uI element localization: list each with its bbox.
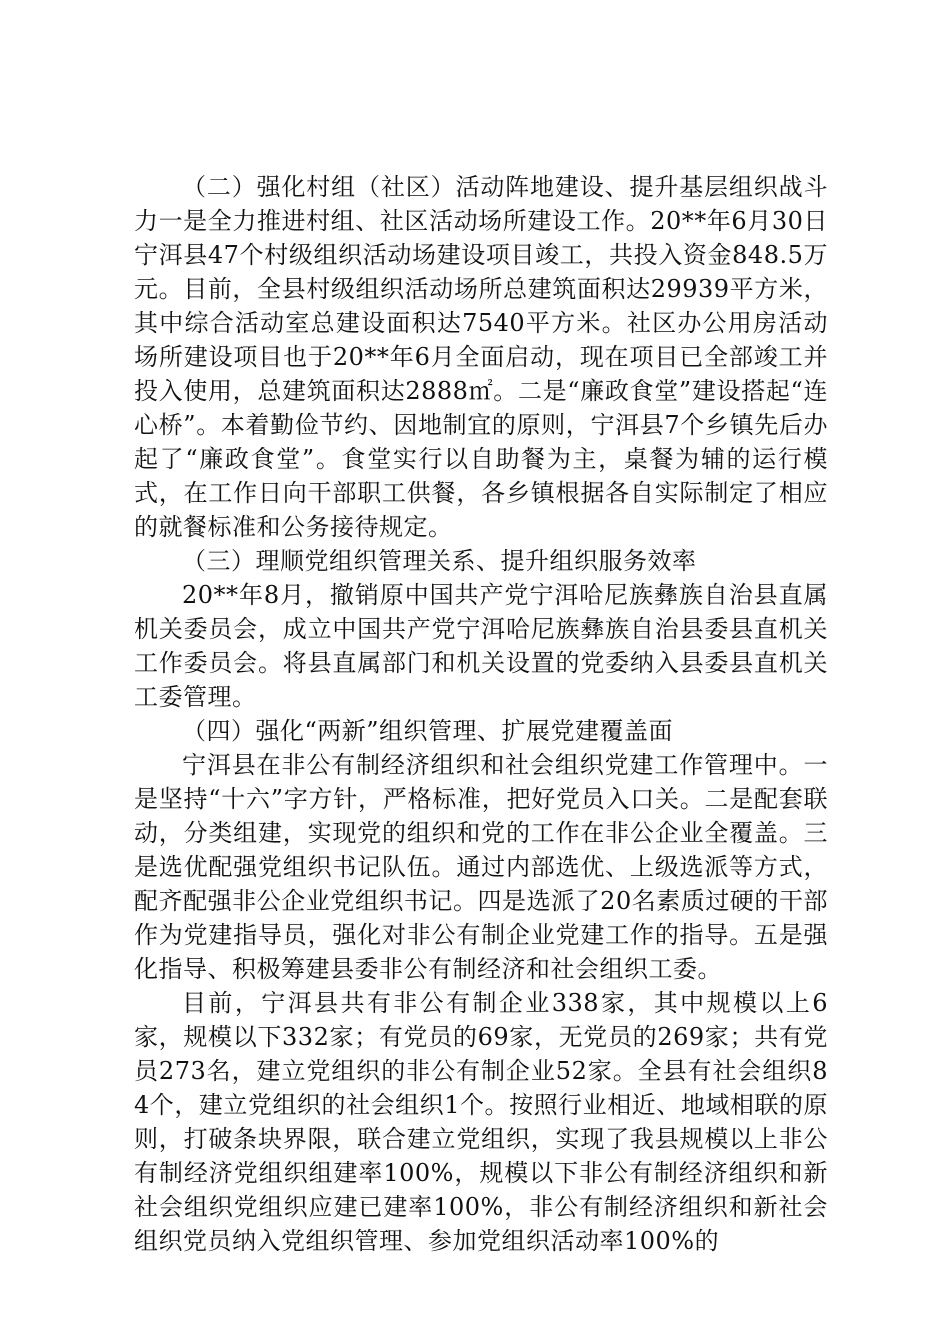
document-page (134, 170, 828, 1258)
paragraph-non-public-party-building: 宁洱县在非公有制经济组织和社会组织党建工作管理中。一是坚持“十六”字方针，严格标准，把好党员入口关。二是配套联动，分类组建，实现党的组织和党的工作在非公企业全覆盖。三是选优配强党组织书记队伍。通过内部选优、上级选派等方式，配齐配强非公企业党组织书记。四是选派了20名素质过硬的干部作为党建指导员，强化对非公有制企业党建工作的指导。五是强化指导、积极筹建县委非公有制经济和社会组织工委。 (134, 751, 828, 983)
paragraph-party-committee-reform: 20**年8月，撤销原中国共产党宁洱哈尼族彝族自治县直属机关委员会，成立中国共产党宁洱哈尼族彝族自治县委县直机关工作委员会。将县直属部门和机关设置的党委纳入县委县直机关工委管理。 (134, 581, 828, 711)
paragraph-village-community-sites: （二）强化村组（社区）活动阵地建设、提升基层组织战斗力一是全力推进村组、社区活动场所建设工作。20**年6月30日宁洱县47个村级组织活动场建设项目竣工，共投入资金848.5万元。目前，全县村级组织活动场所总建筑面积达29939平方米，其中综合活动室总建设面积达7540平方米。社区办公用房活动场所建设项目也于20**年6月全面启动，现在项目已全部竣工并投入使用，总建筑面积达2888㎡。二是“廉政食堂”建设搭起“连心桥”。本着勤俭节约、因地制宜的原则，宁洱县7个乡镇先后办起了“廉政食堂”。食堂实行以自助餐为主，桌餐为辅的运行模式，在工作日向干部职工供餐，各乡镇根据各自实际制定了相应的就餐标准和公务接待规定。 (134, 173, 828, 541)
heading-party-management: （三）理顺党组织管理关系、提升组织服务效率 (182, 547, 697, 575)
paragraph-enterprise-statistics: 目前，宁洱县共有非公有制企业338家，其中规模以上6家，规模以下332家；有党员的69家，无党员的269家；共有党员273名，建立党组织的非公有制企业52家。全县有社会组织84个，建立党组织的社会组织1个。按照行业相近、地域相联的原则，打破条块界限，联合建立党组织，实现了我县规模以上非公有制经济党组织组建率100%，规模以下非公有制经济组织和新社会组织党组织应建已建率100%，非公有制经济组织和新社会组织党员纳入党组织管理、参加党组织活动率100%的 (134, 989, 828, 1255)
heading-two-new-organizations: （四）强化“两新”组织管理、扩展党建覆盖面 (182, 717, 674, 745)
